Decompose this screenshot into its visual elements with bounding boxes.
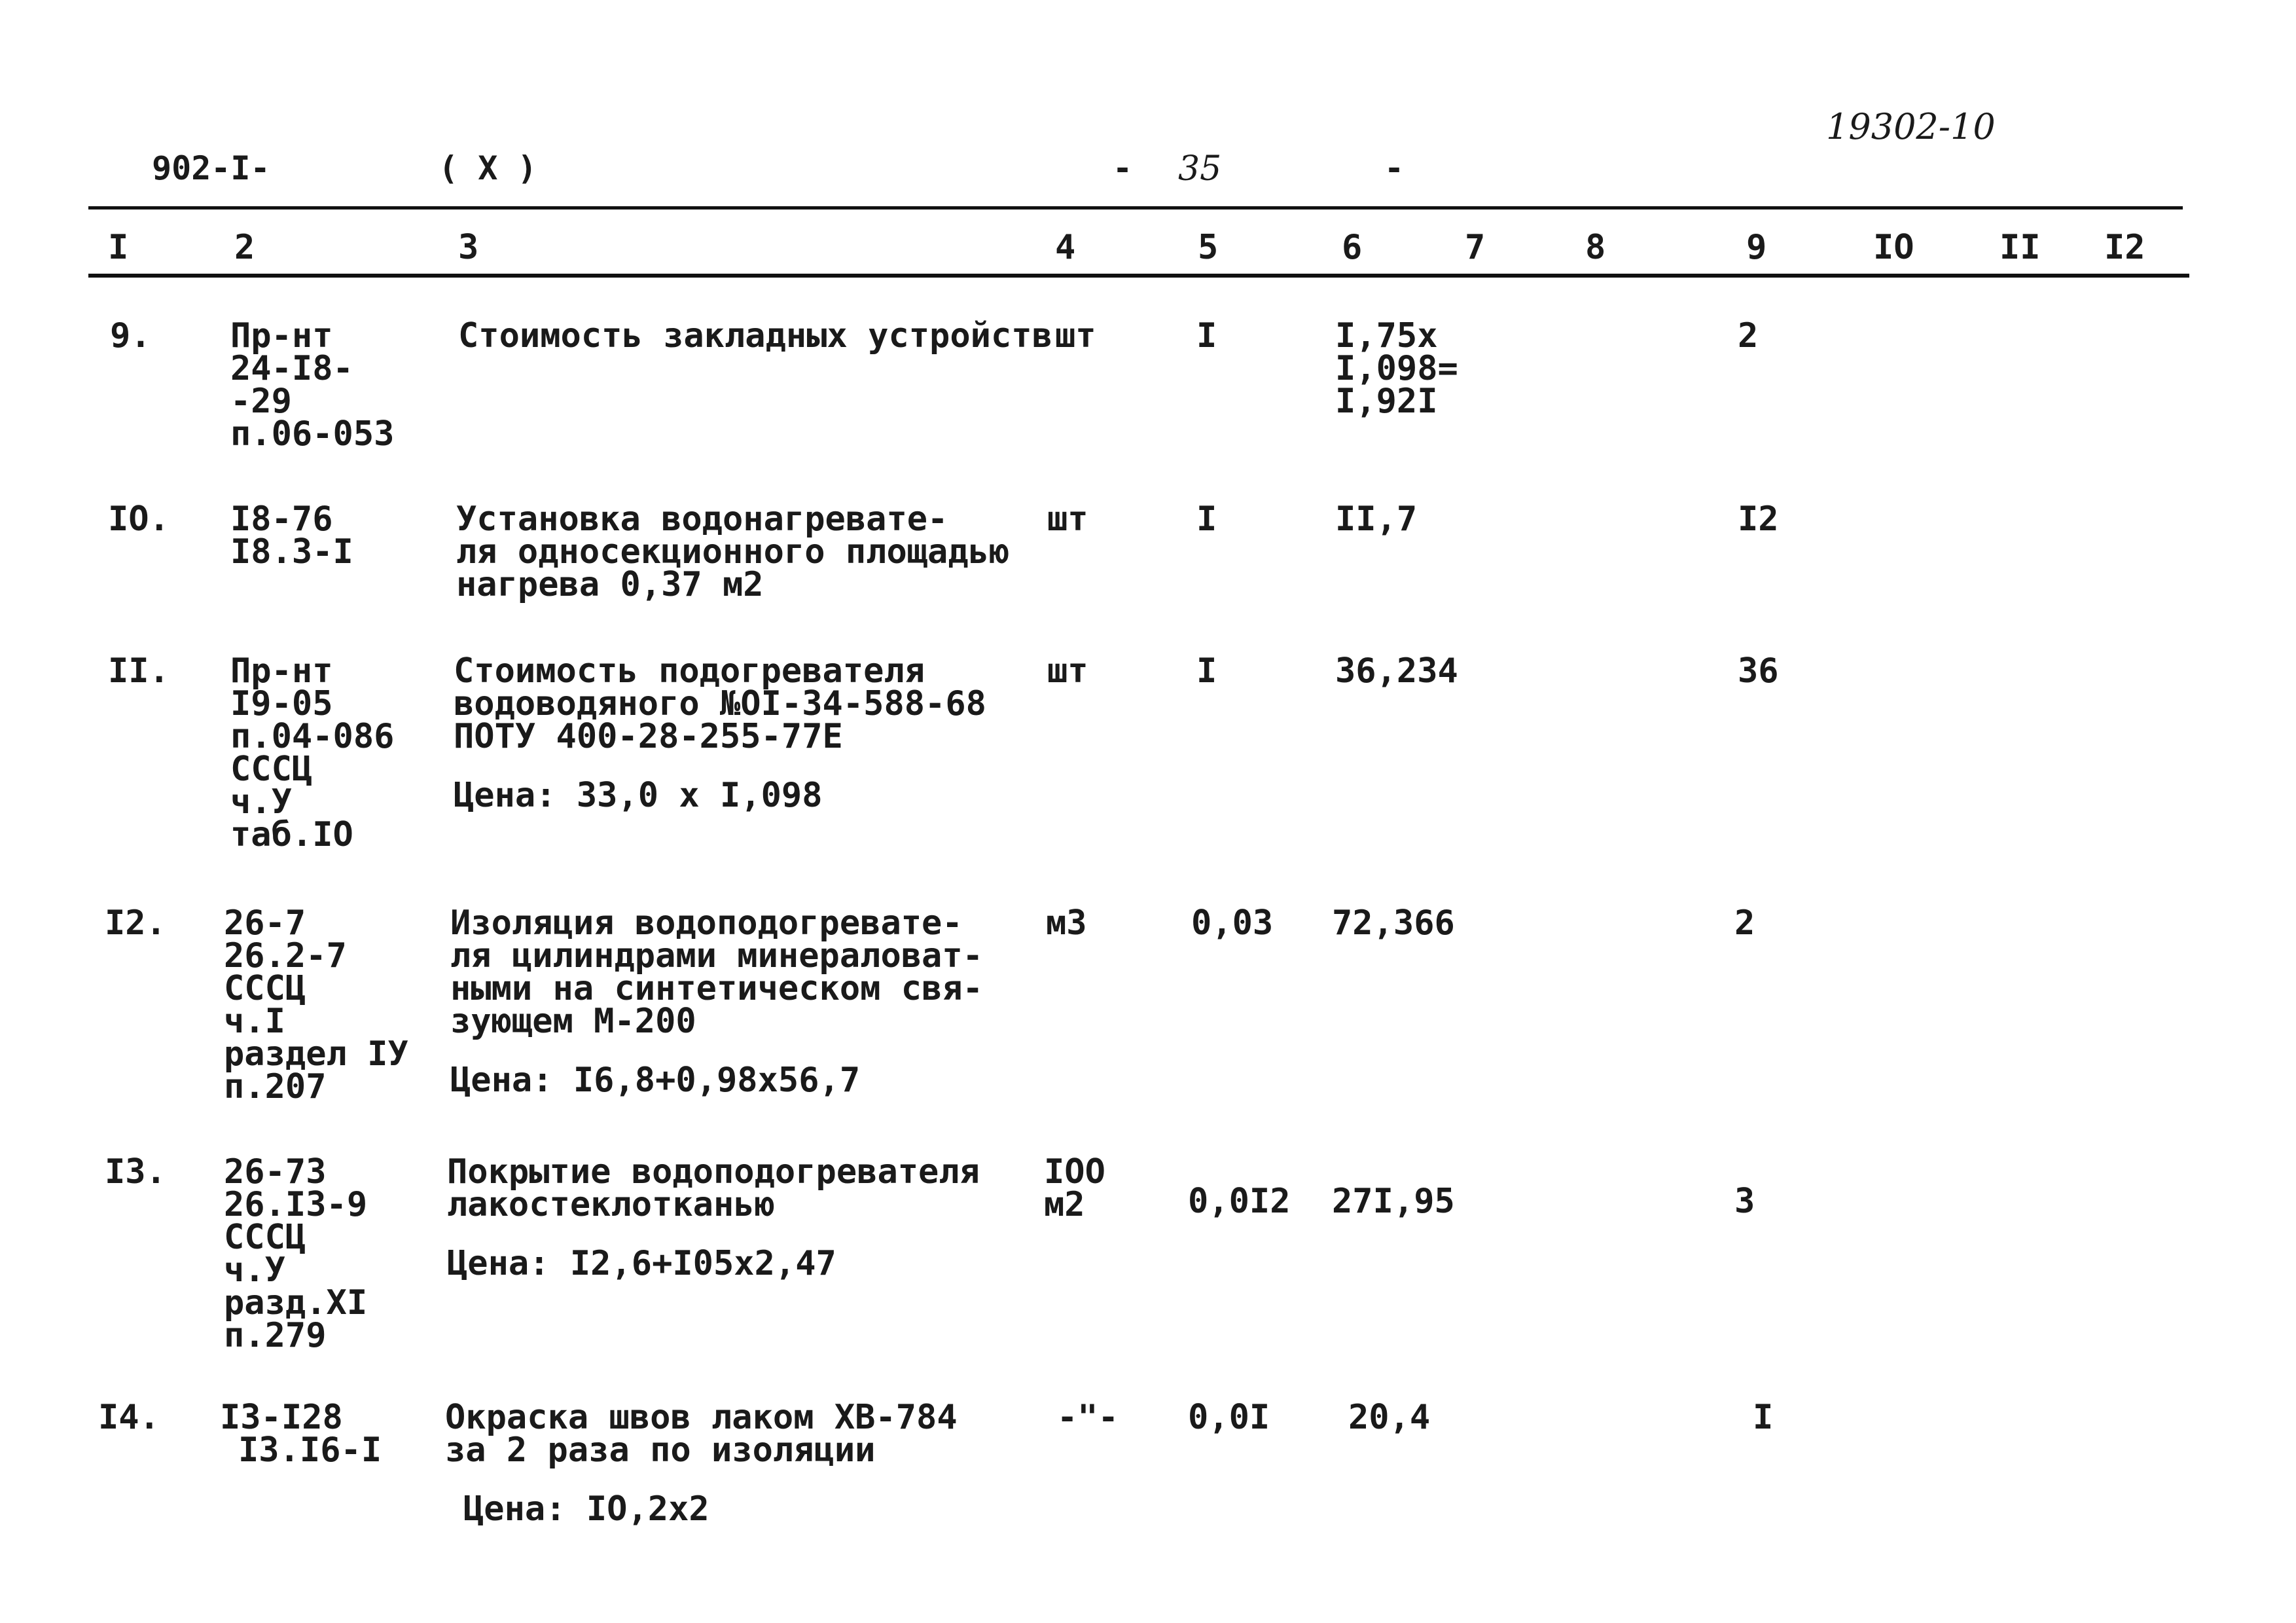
description-line: нагрева 0,37 м2 [456,565,764,604]
description-line: Стоимость закладных устройств [458,316,1052,356]
column-header-6: 6 [1342,228,1363,267]
code-line: п.04-086 [230,717,395,756]
code-line: Пр-нт [230,316,333,356]
cost-line: 36,234 [1335,651,1458,691]
row-unit-cost [1348,1398,1431,1437]
page-number: 35 [1178,149,1222,189]
description-line: ными на синтетическом свя- [450,969,983,1008]
cost-line: I,92I [1335,382,1438,421]
code-line: -29 [230,382,292,421]
document-code: 902-I- [152,149,270,187]
code-line: 26.2-7 [224,936,347,976]
code-line: I8-76 [230,500,333,539]
code-line: 26-73 [224,1152,327,1192]
row-code [224,903,408,1106]
code-line: I3-I28 [220,1398,343,1437]
row-quantity: I [1196,651,1217,691]
column-header-1: I [108,228,129,267]
row-total: 2 [1734,903,1755,943]
row-number: I3. [105,1152,166,1192]
code-line: ч.I [224,1002,285,1041]
row-description [456,500,1010,604]
row-code [230,316,395,454]
code-line: п.279 [224,1316,327,1355]
column-header-12: I2 [2104,228,2145,267]
row-number: 9. [110,316,151,356]
description-line: водоводяного №OI-34-588-68 [454,684,986,723]
price-formula: Цена: 33,0 х I,098 [454,776,823,815]
description-line: ля цилиндрами минераловат- [450,936,983,976]
column-header-11: II [2000,228,2041,267]
code-line: 24-I8- [230,349,353,388]
row-total: 3 [1734,1182,1755,1221]
code-line: Пр-нт [230,651,333,691]
cost-line: I,75x [1335,316,1438,356]
description-line: ля односекционного площадью [456,532,1010,572]
row-unit: IOO м2 [1044,1152,1105,1224]
price-formula: Цена: I2,6+I05x2,47 [447,1244,836,1283]
row-number: IO. [108,500,170,539]
row-total: 2 [1738,316,1759,356]
row-code [224,1152,368,1355]
description-line: Установка водонагревате- [456,500,948,539]
column-header-2: 2 [234,228,255,267]
column-header-8: 8 [1585,228,1606,267]
cost-line: II,7 [1335,500,1418,539]
code-line: I9-05 [230,684,333,723]
row-unit: шт [1055,316,1096,356]
code-line: СССЦ [230,750,313,789]
code-line: 26-7 [224,903,306,943]
column-header-9: 9 [1746,228,1767,267]
row-quantity: 0,0I2 [1188,1182,1291,1221]
code-line: I3.I6-I [238,1431,382,1470]
code-line: раздел IУ [224,1034,408,1074]
row-unit-cost [1335,651,1458,691]
column-header-7: 7 [1465,228,1486,267]
page-dash-left: - [1113,149,1133,187]
row-total: I [1753,1398,1774,1437]
series-label: ( X ) [439,149,537,187]
column-header-4: 4 [1055,228,1076,267]
description-line: Изоляция водоподогревате- [450,903,963,943]
row-unit-cost [1335,316,1458,421]
code-line: п.06-053 [230,414,395,454]
description-line: за 2 раза по изоляции [445,1431,876,1470]
cost-line: I,098= [1335,349,1458,388]
column-header-3: 3 [458,228,479,267]
row-number: II. [108,651,170,691]
row-number: I4. [98,1398,160,1437]
description-line: ПОТУ 400-28-255-77Е [454,717,843,756]
row-description [458,316,1052,356]
price-formula: Цена: I6,8+0,98x56,7 [450,1061,861,1100]
code-line: СССЦ [224,1218,306,1257]
row-unit-cost [1335,500,1418,539]
row-description [454,651,986,815]
row-code [230,651,395,854]
row-total: I2 [1738,500,1779,539]
price-formula: Цена: IO,2x2 [463,1489,709,1529]
description-line: зующем М-200 [450,1002,696,1041]
description-line: Стоимость подогревателя [454,651,925,691]
row-description [447,1152,980,1283]
description-line: Покрытие водоподогревателя [447,1152,980,1192]
row-quantity: 0,03 [1191,903,1274,943]
top-rule [88,206,2183,210]
cost-line: 20,4 [1348,1398,1431,1437]
row-description [445,1398,958,1529]
code-line: таб.IO [230,815,353,854]
row-code [220,1398,382,1470]
column-header-10: IO [1873,228,1914,267]
code-line: п.207 [224,1067,327,1106]
row-unit-cost [1332,1182,1455,1221]
row-number: I2. [105,903,166,943]
code-line: I8.3-I [230,532,353,572]
row-unit: шт [1047,651,1088,691]
row-unit: м3 [1046,903,1087,943]
row-total: 36 [1738,651,1779,691]
row-quantity: I [1196,316,1217,356]
row-quantity: I [1196,500,1217,539]
description-line: Окраска швов лаком ХВ-784 [445,1398,958,1437]
cost-line: 72,366 [1332,903,1455,943]
code-line: ч.У [224,1250,285,1290]
row-unit-cost [1332,903,1455,943]
header-bottom-rule [88,274,2189,278]
code-line: СССЦ [224,969,306,1008]
code-line: ч.У [230,782,292,822]
column-header-5: 5 [1198,228,1219,267]
cost-line: 27I,95 [1332,1182,1455,1221]
row-quantity: 0,0I [1188,1398,1270,1437]
row-unit: шт [1047,500,1088,539]
description-line: лакостеклотканью [447,1185,775,1224]
row-code [230,500,353,572]
row-description [450,903,983,1100]
code-line: 26.I3-9 [224,1185,368,1224]
code-line: разд.XI [224,1283,368,1322]
page-dash-right: - [1384,149,1405,187]
row-unit: -"- [1057,1398,1119,1437]
archive-number: 19302-10 [1826,106,1996,147]
